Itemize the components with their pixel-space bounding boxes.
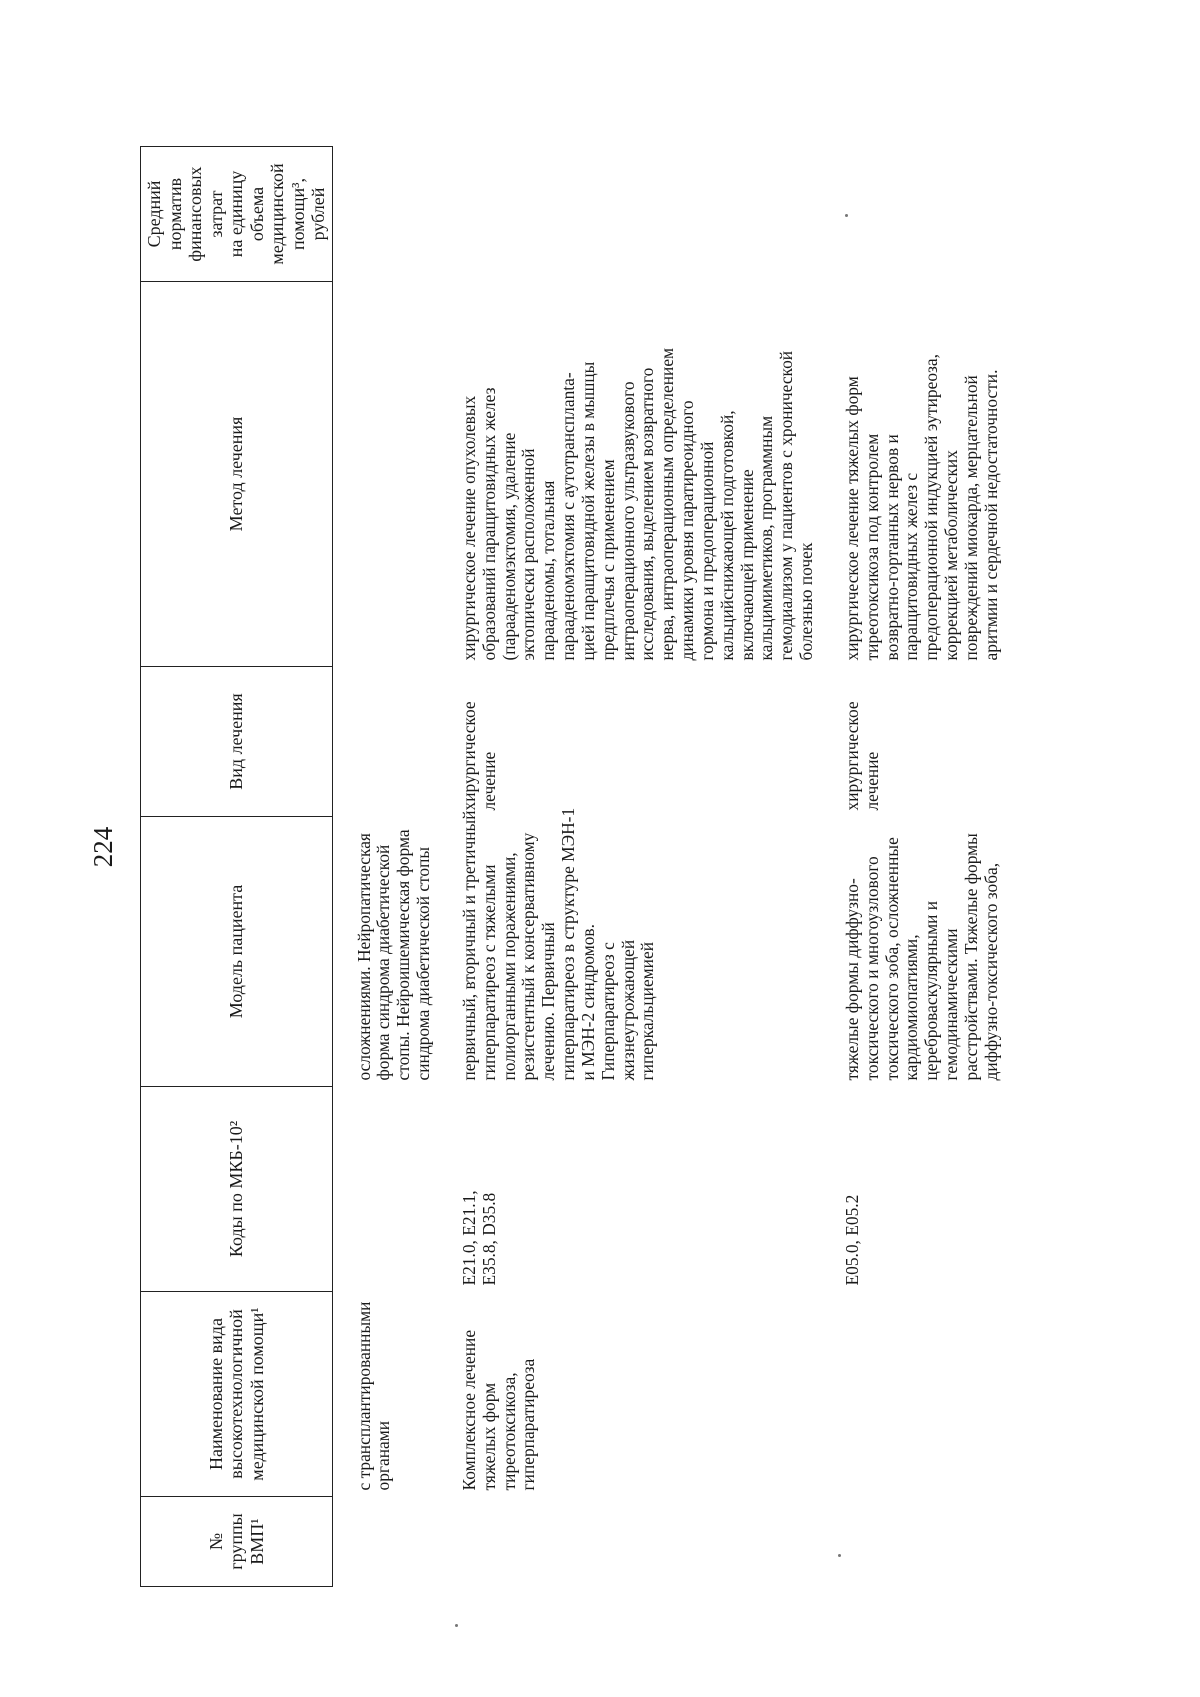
- cell-group-number: [332, 1497, 434, 1587]
- table-row: [817, 147, 1002, 1587]
- cell-treatment-method: [332, 282, 434, 667]
- scan-speck: [838, 1554, 841, 1557]
- cell-patient-model: [817, 817, 1002, 1087]
- cell-cost-standard: [332, 147, 434, 282]
- text-line: Модель пациента: [226, 884, 247, 1019]
- text-line: эктопически расположенной: [518, 448, 539, 661]
- text-line: Метод лечения: [226, 416, 247, 532]
- text-line: E21.0, E21.1,: [458, 1190, 479, 1286]
- text-line: тиреотоксикоза под контролем: [861, 433, 882, 661]
- text-line: E35.8, D35.8: [478, 1192, 499, 1286]
- text-line: хирургическое: [458, 701, 479, 811]
- text-line: кардиомиопатиями,: [901, 934, 922, 1081]
- scan-speck: [845, 214, 848, 217]
- text-line: расстройствами. Тяжелые формы: [960, 833, 981, 1081]
- cell-name: [332, 1292, 434, 1497]
- cell-treatment-type: [332, 667, 434, 817]
- text-line: коррекцией метаболических: [941, 450, 961, 661]
- cell-group-number: [817, 1497, 1002, 1587]
- header-treatment-method: [141, 282, 333, 667]
- text-line: Средний норматив: [144, 177, 185, 251]
- text-line: №: [205, 1532, 226, 1551]
- text-line: осложнениями. Нейропатическая: [353, 833, 374, 1081]
- text-line: парааденомэктомия с аутотрансплanta-: [558, 372, 579, 661]
- text-line: ВМП¹: [246, 1518, 267, 1565]
- cell-treatment-type: [434, 667, 817, 817]
- text-line: кальцимиметиков, программным: [756, 415, 777, 661]
- header-treatment-type: [141, 667, 333, 817]
- text-line: лечению. Первичный: [538, 922, 559, 1081]
- text-line: стопы. Нейроишемическая форма: [393, 829, 414, 1081]
- text-line: цией паращитовидной железы в мышцы: [577, 361, 598, 661]
- text-line: медицинской: [267, 163, 288, 265]
- text-line: паращитовидных желез с: [901, 472, 922, 661]
- text-line: на единицу объема: [226, 170, 267, 258]
- text-line: парааденомы, тотальная: [538, 480, 559, 661]
- text-line: диффузно-токсического зоба,: [980, 862, 1001, 1081]
- cell-patient-model: [434, 807, 817, 1087]
- cell-treatment-method: [434, 282, 817, 667]
- text-line: финансовых затрат: [185, 166, 226, 262]
- text-line: помощи³, рублей: [287, 177, 329, 251]
- text-line: гиперпаратиреоза: [518, 1358, 539, 1491]
- text-line: повреждений миокарда, мерцательной: [960, 375, 981, 661]
- text-line: лечение: [861, 751, 882, 811]
- header-name: [141, 1292, 333, 1497]
- text-line: болезнью почек: [796, 542, 817, 661]
- text-line: образований паращитовидных желез: [478, 387, 499, 661]
- cell-treatment-type: [817, 667, 1002, 817]
- text-line: тяжелых форм: [478, 1382, 499, 1491]
- text-line: исследования, выделением возвратного: [637, 367, 658, 661]
- text-line: синдрома диабетической стопы: [413, 846, 434, 1081]
- text-line: Гиперпаратиреоз с: [597, 942, 618, 1081]
- text-line: Вид лечения: [226, 693, 247, 790]
- text-line: аритмии и сердечной недостаточности.: [980, 369, 1001, 661]
- text-line: токсического и многоузлового: [861, 856, 882, 1081]
- text-line: полиорганными поражениями,: [498, 852, 519, 1081]
- cell-name: [434, 1292, 817, 1497]
- text-line: гиперкальциемией: [637, 942, 658, 1081]
- header-icd-codes: [141, 1087, 333, 1292]
- text-line: предоперационной индукцией эутиреоза,: [921, 354, 942, 661]
- treatment-table: [140, 146, 1001, 1587]
- header-group-number: [141, 1497, 333, 1587]
- text-line: нерва, интраоперационным определением: [657, 347, 678, 661]
- cell-icd-codes: [332, 1087, 434, 1292]
- text-line: динамики уровня паратиреоидного: [677, 400, 698, 661]
- cell-name: [817, 1292, 1002, 1497]
- text-line: хирургическое лечение тяжелых форм: [841, 376, 862, 661]
- cell-patient-model: [332, 817, 434, 1087]
- text-line: и МЭН-2 синдромов.: [577, 924, 598, 1081]
- text-line: Наименование вида: [205, 1318, 226, 1470]
- text-line: возвратно-гортанных нервов и: [881, 434, 902, 661]
- text-line: (парааденомэктомия, удаление: [498, 432, 519, 661]
- table-row: [332, 147, 434, 1587]
- text-line: токсического зоба, осложненные: [881, 837, 902, 1081]
- page-number: 224: [88, 826, 118, 868]
- text-line: включающей применение: [736, 469, 757, 661]
- text-line: гиперпаратиреоз в структуре МЭН-1: [558, 807, 579, 1081]
- text-line: группы: [226, 1513, 247, 1570]
- text-line: гемодиализом у пациентов с хронической: [776, 350, 797, 661]
- text-line: форма синдрома диабетической: [373, 844, 394, 1081]
- text-line: первичный, вторичный и третичный: [458, 810, 479, 1081]
- cell-treatment-method: [817, 282, 1002, 667]
- text-line: Коды по МКБ-10²: [226, 1120, 247, 1258]
- text-line: высокотехнологичной: [226, 1309, 247, 1479]
- text-line: тяжелые формы диффузно-: [841, 878, 862, 1081]
- text-line: лечение: [478, 751, 499, 811]
- text-line: резистентный к консервативному: [518, 832, 539, 1081]
- header-cost-standard: [141, 147, 333, 282]
- cell-group-number: [434, 1497, 817, 1587]
- text-line: гормона и предоперационной: [696, 441, 717, 661]
- text-line: гиперпаратиреоз с тяжелыми: [478, 864, 499, 1081]
- text-line: кальцийснижающей подготовкой,: [716, 410, 737, 661]
- text-line: E05.0, E05.2: [841, 1194, 862, 1286]
- table-header-row: [141, 147, 333, 1587]
- header-patient-model: [141, 817, 333, 1087]
- table-row: [434, 147, 817, 1587]
- text-line: хирургическое лечение опухолевых: [458, 395, 479, 661]
- text-line: хирургическое: [841, 701, 862, 811]
- text-line: органами: [373, 1420, 394, 1491]
- text-line: цереброваскулярными и: [921, 900, 942, 1081]
- cell-icd-codes: [817, 1087, 1002, 1292]
- text-line: медицинской помощи¹: [246, 1307, 267, 1481]
- text-line: интраоперационного ультразвукового: [617, 381, 638, 661]
- text-line: с трансплантированными: [353, 1301, 374, 1491]
- text-line: гемодинамическими: [941, 928, 961, 1081]
- text-line: Комплексное лечение: [458, 1329, 479, 1491]
- text-line: предплечья с применением: [597, 459, 618, 661]
- cell-cost-standard: [434, 147, 817, 282]
- text-line: жизнеугрожающей: [617, 939, 638, 1081]
- cell-icd-codes: [434, 1087, 817, 1292]
- scan-speck: [455, 1624, 458, 1627]
- text-line: тиреотоксикоза,: [498, 1372, 519, 1491]
